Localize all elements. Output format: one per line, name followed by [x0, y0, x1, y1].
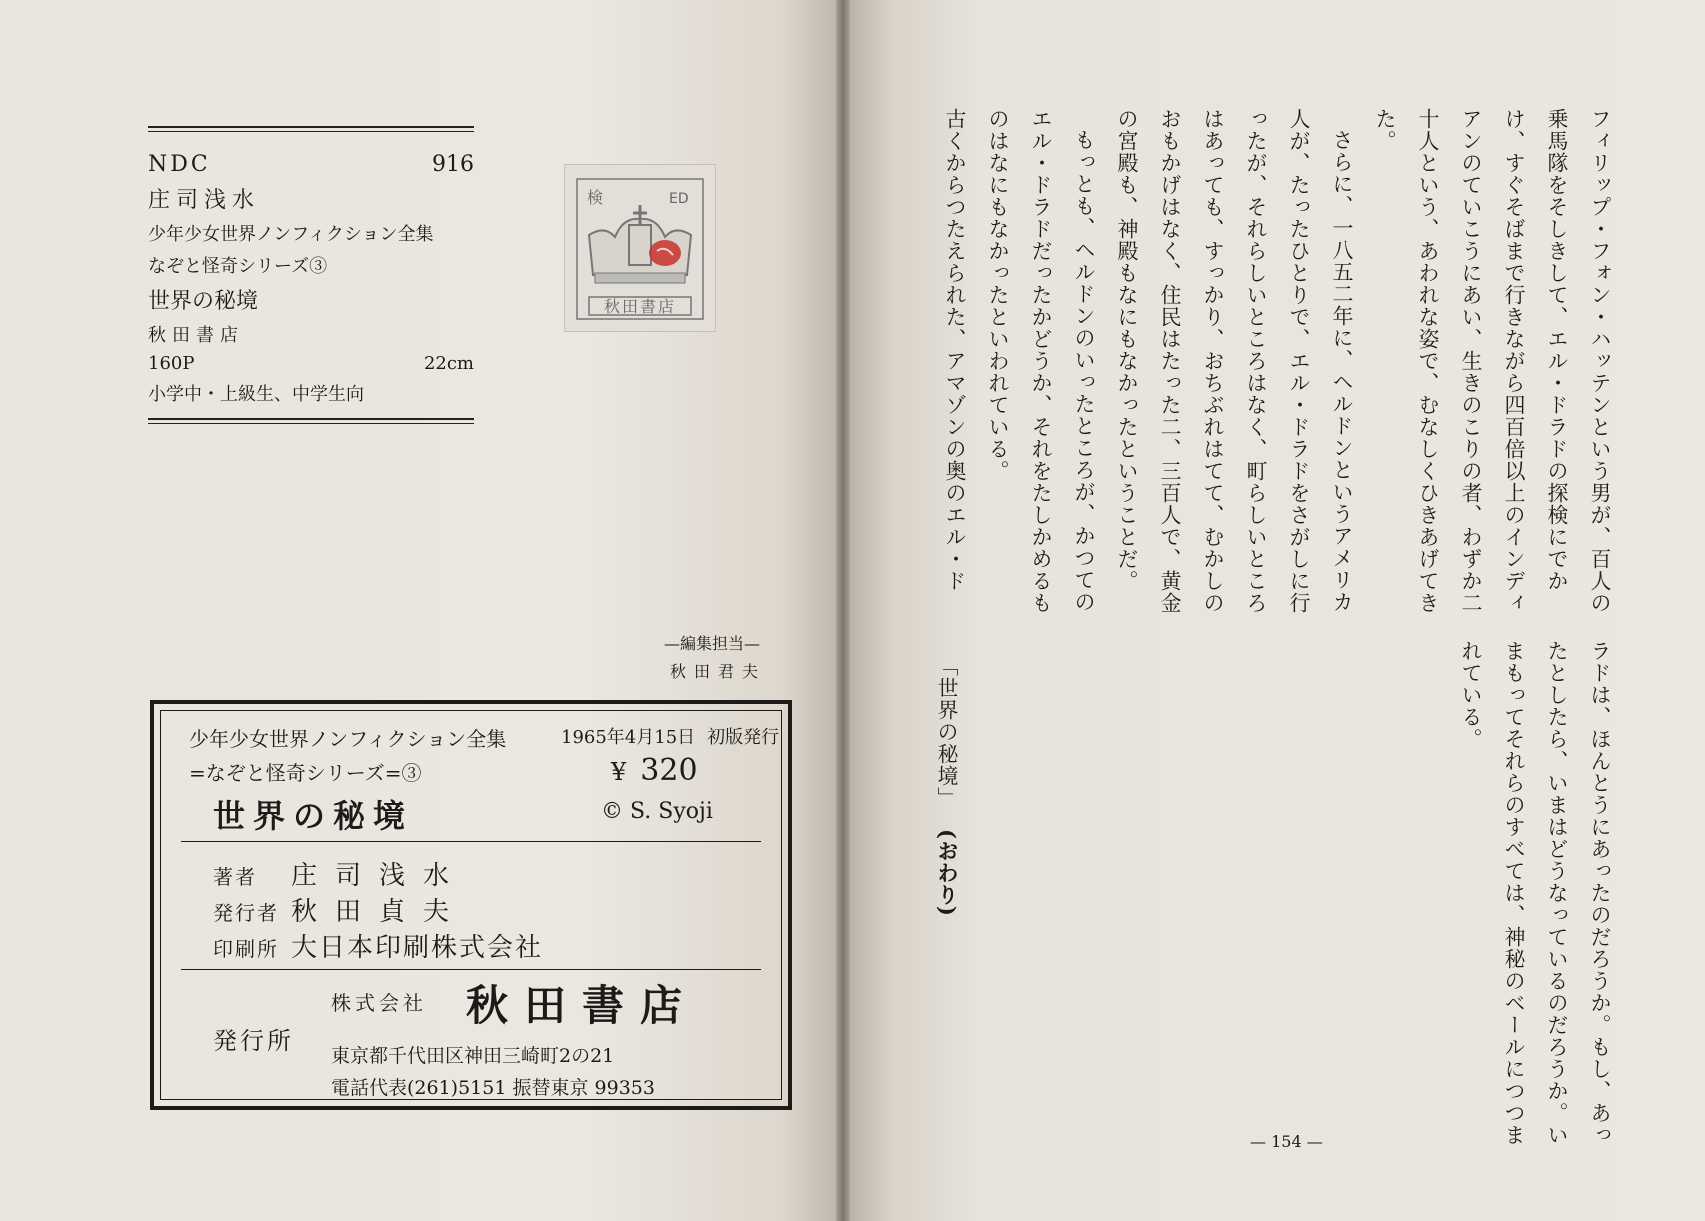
- colophon-title: 世界の秘境: [213, 797, 414, 835]
- editor-name: 秋田君夫: [669, 662, 766, 681]
- colophon-subseries: =なぞと怪奇シリーズ=③: [189, 761, 422, 785]
- issuer-name: 秋田貞夫: [291, 897, 468, 927]
- end-mark: [932, 655, 962, 917]
- text-column: ラドは、ほんとうにあったのだろうか。もし、あっ: [1588, 640, 1612, 1146]
- catalog-series: 少年少女世界ノンフィクション全集: [148, 224, 434, 245]
- publisher-address: 東京都千代田区神田三崎町2の21: [331, 1045, 615, 1067]
- text-column: のはなにもなかったといわれている。: [986, 108, 1010, 482]
- colophon-rule-2: [181, 969, 761, 970]
- colophon-inner-frame: [160, 710, 782, 1100]
- catalog-size: 22cm: [423, 353, 474, 374]
- body-text-upper: [933, 108, 1621, 614]
- colophon-date: 1965年4月15日: [561, 727, 696, 748]
- colophon-price: [611, 753, 698, 788]
- book-gutter: [836, 0, 850, 1221]
- text-column: アンのていこうにあい、生きのこりの者、わずか二: [1459, 108, 1483, 614]
- text-column: まもってそれらのすべては、神秘のベールにつつま: [1502, 640, 1526, 1146]
- catalog-title: 世界の秘境: [148, 289, 259, 314]
- text-column: た。: [1373, 108, 1397, 152]
- colophon-copyright: © S. Syoji: [601, 799, 713, 824]
- catalog-publisher: 秋田書店: [148, 325, 244, 346]
- issuer-label: 発行者: [213, 901, 279, 925]
- colophon-edition: 初版発行: [707, 727, 780, 748]
- catalog-author: 庄司浅水: [148, 188, 261, 213]
- end-title: 「世界の秘境」: [935, 655, 959, 809]
- catalog-subseries: なぞと怪奇シリーズ③: [148, 256, 328, 277]
- text-column: さらに、一八五二年に、ヘルドンというアメリカ: [1330, 129, 1354, 613]
- text-column: エル・ドラドだったかどうか、それをたしかめるも: [1029, 108, 1053, 614]
- editor-label: —編集担当—: [663, 634, 760, 653]
- text-column: 十人という、あわれな姿で、むなしくひきあげてき: [1416, 108, 1440, 614]
- text-column: ったが、それらしいところはなく、町らしいところ: [1244, 108, 1268, 614]
- text-column: はあっても、すっかり、おちぶれはてて、むかしの: [1201, 108, 1225, 614]
- catalog-pages-row: [148, 353, 474, 374]
- catalog-pages: 160P: [148, 353, 195, 374]
- catalog-bottom-rule: [148, 418, 474, 424]
- crown-seal-icon: [565, 165, 715, 331]
- seal-right-mark: ED: [669, 191, 689, 207]
- publisher-phone: 電話代表(261)5151 振替東京 99353: [331, 1077, 655, 1099]
- catalog-ndc-row: [148, 152, 474, 177]
- publisher-label: 発行所: [213, 1027, 294, 1055]
- text-column: たとしたら、いまはどうなっているのだろうか。い: [1545, 640, 1569, 1146]
- printer-name: 大日本印刷株式会社: [291, 933, 544, 963]
- end-note: (おわり): [935, 828, 960, 917]
- text-column: の宮殿も、神殿もなにもなかったということだ。: [1115, 108, 1139, 592]
- text-column: 乗馬隊をそしきして、エル・ドラドの探検にでか: [1545, 108, 1569, 592]
- catalog-ndc-number: 916: [432, 152, 474, 177]
- editor-credit: [630, 630, 766, 686]
- page-number: — 154 —: [1250, 1132, 1323, 1151]
- colophon-series: 少年少女世界ノンフィクション全集: [189, 727, 507, 751]
- colophon-box: [150, 700, 792, 1110]
- text-column: 古くからつたえられた、アマゾンの奥のエル・ド: [943, 108, 967, 592]
- catalog-card: [148, 126, 474, 424]
- colophon-price-value: 320: [640, 753, 698, 788]
- text-column: フィリップ・フォン・ハッテンという男が、百人の: [1588, 108, 1612, 614]
- text-column: 人が、たったひとりで、エル・ドラドをさがしに行: [1287, 108, 1311, 614]
- publisher-name: 秋田書店: [466, 981, 699, 1030]
- text-column: もっとも、ヘルドンのいったところが、かつての: [1072, 129, 1096, 613]
- colophon-rule-1: [181, 841, 761, 842]
- body-text-lower: [1449, 640, 1621, 1146]
- colophon-date-row: [561, 723, 779, 749]
- text-column: れている。: [1459, 640, 1483, 750]
- text-column: け、すぐそばまで行きながら四百倍以上のインディ: [1502, 108, 1526, 614]
- author-name: 庄司浅水: [291, 861, 468, 891]
- printer-label: 印刷所: [213, 937, 279, 961]
- catalog-ndc-label: NDC: [148, 152, 211, 177]
- catalog-audience: 小学中・上級生、中学生向: [148, 384, 364, 405]
- company-type: 株式会社: [331, 991, 427, 1015]
- colophon-currency: ¥: [611, 758, 627, 786]
- seal-left-mark: 検: [587, 188, 604, 207]
- text-column: おもかげはなく、住民はたった二、三百人で、黄金: [1158, 108, 1182, 614]
- author-label: 著者: [213, 865, 257, 889]
- catalog-top-rule: [148, 126, 474, 132]
- seal-shop-name: 秋田書店: [603, 297, 677, 316]
- inspection-seal: [564, 164, 716, 332]
